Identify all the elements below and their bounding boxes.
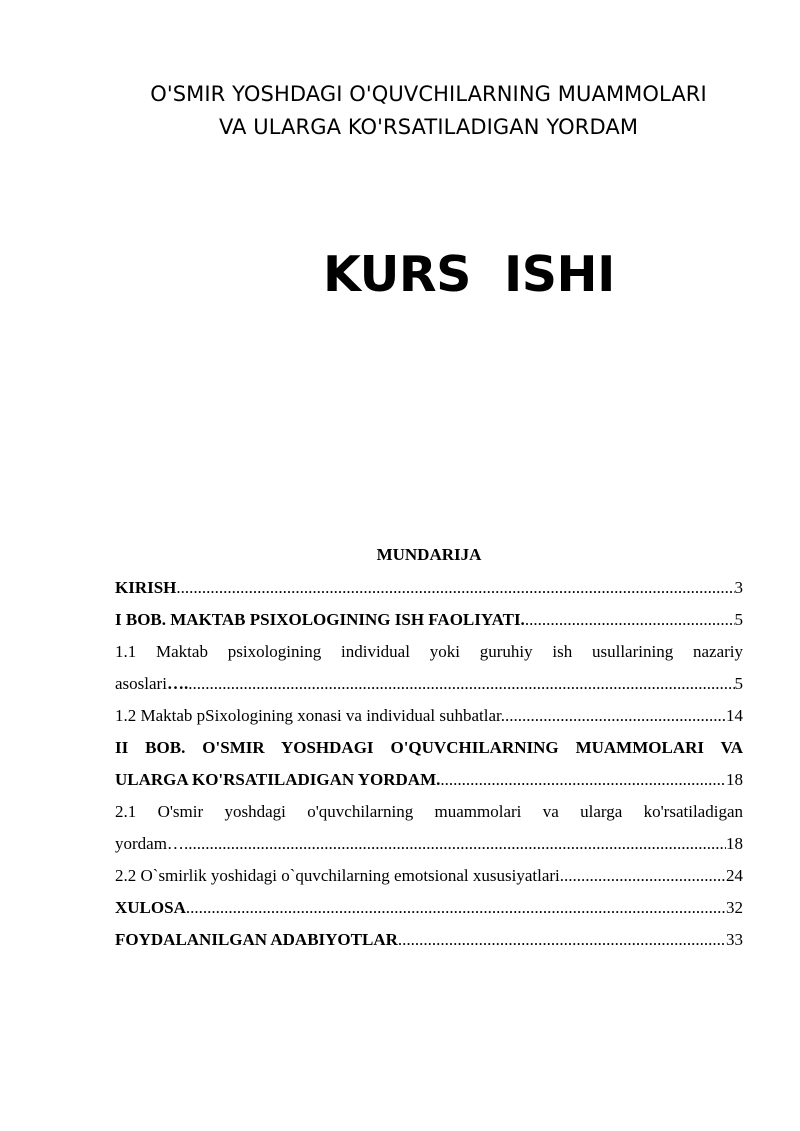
toc-page-number: 24 bbox=[726, 866, 743, 885]
toc-page-number: 18 bbox=[726, 770, 743, 789]
toc-entry-adabiyotlar bbox=[115, 924, 743, 956]
work-type-heading: KURS ISHI bbox=[323, 246, 615, 303]
toc-leader bbox=[525, 604, 735, 636]
toc-entry-bob1 bbox=[115, 604, 743, 636]
toc-page-number: 3 bbox=[734, 578, 743, 597]
toc-entry-title: 1.2 Maktab pSixologining xonasi va individual suhbatlar. bbox=[115, 706, 506, 725]
document-title bbox=[60, 78, 797, 144]
toc-leader bbox=[398, 924, 726, 956]
toc-entry-kirish bbox=[115, 572, 743, 604]
toc-entry-title: XULOSA bbox=[115, 898, 186, 917]
toc-page-number: 14 bbox=[726, 706, 743, 725]
toc-entry-bob2-line2 bbox=[115, 764, 743, 796]
toc-heading: MUNDARIJA bbox=[376, 545, 482, 564]
toc-entry-2-1-line1: 2.1 O'smir yoshdagi o'quvchilarning muammolari va ularga ko'rsatiladigan bbox=[115, 802, 743, 821]
toc-page-number: 18 bbox=[726, 834, 743, 853]
toc-page-number: 33 bbox=[726, 930, 743, 949]
toc-leader bbox=[186, 892, 726, 924]
toc-entry-xulosa bbox=[115, 892, 743, 924]
title-line-1: O'SMIR YOSHDAGI O'QUVCHILARNING MUAMMOLARI bbox=[150, 82, 707, 106]
table-of-contents bbox=[115, 540, 743, 956]
title-line-2: VA ULARGA KO'RSATILADIGAN YORDAM bbox=[218, 115, 639, 139]
toc-entry-title: I BOB. MAKTAB PSIXOLOGINING ISH FAOLIYATI. bbox=[115, 610, 525, 629]
toc-entry-title: ULARGA KO'RSATILADIGAN YORDAM. bbox=[115, 770, 441, 789]
toc-page-number: 5 bbox=[734, 674, 743, 693]
toc-entry-1-1-line1: 1.1 Maktab psixologining individual yoki guruhiy ish usullarining nazariy bbox=[115, 642, 743, 661]
toc-entry-title: asoslari bbox=[115, 674, 167, 693]
toc-leader bbox=[184, 828, 726, 860]
toc-entry-1-1-line2 bbox=[115, 668, 743, 700]
toc-entry-title: 2.2 O`smirlik yoshidagi o`quvchilarning emotsional xususiyatlari. bbox=[115, 866, 565, 885]
toc-entry-2-2 bbox=[115, 860, 743, 892]
toc-leader bbox=[188, 668, 734, 700]
toc-leader bbox=[564, 860, 726, 892]
toc-entry-bob2-line1: II BOB. O'SMIR YOSHDAGI O'QUVCHILARNING MUAMMOLARI VA bbox=[115, 738, 743, 757]
toc-leader bbox=[440, 764, 726, 796]
toc-ellipsis: …. bbox=[166, 674, 189, 693]
toc-entry-1-2 bbox=[115, 700, 743, 732]
toc-entry-title: KIRISH bbox=[115, 578, 177, 597]
toc-leader bbox=[505, 700, 726, 732]
toc-entry-2-1-line2 bbox=[115, 828, 743, 860]
toc-entry-title: yordam… bbox=[115, 834, 184, 853]
toc-leader bbox=[176, 572, 734, 604]
toc-entry-title: FOYDALANILGAN ADABIYOTLAR bbox=[115, 930, 398, 949]
toc-page-number: 5 bbox=[734, 610, 743, 629]
toc-page-number: 32 bbox=[726, 898, 743, 917]
